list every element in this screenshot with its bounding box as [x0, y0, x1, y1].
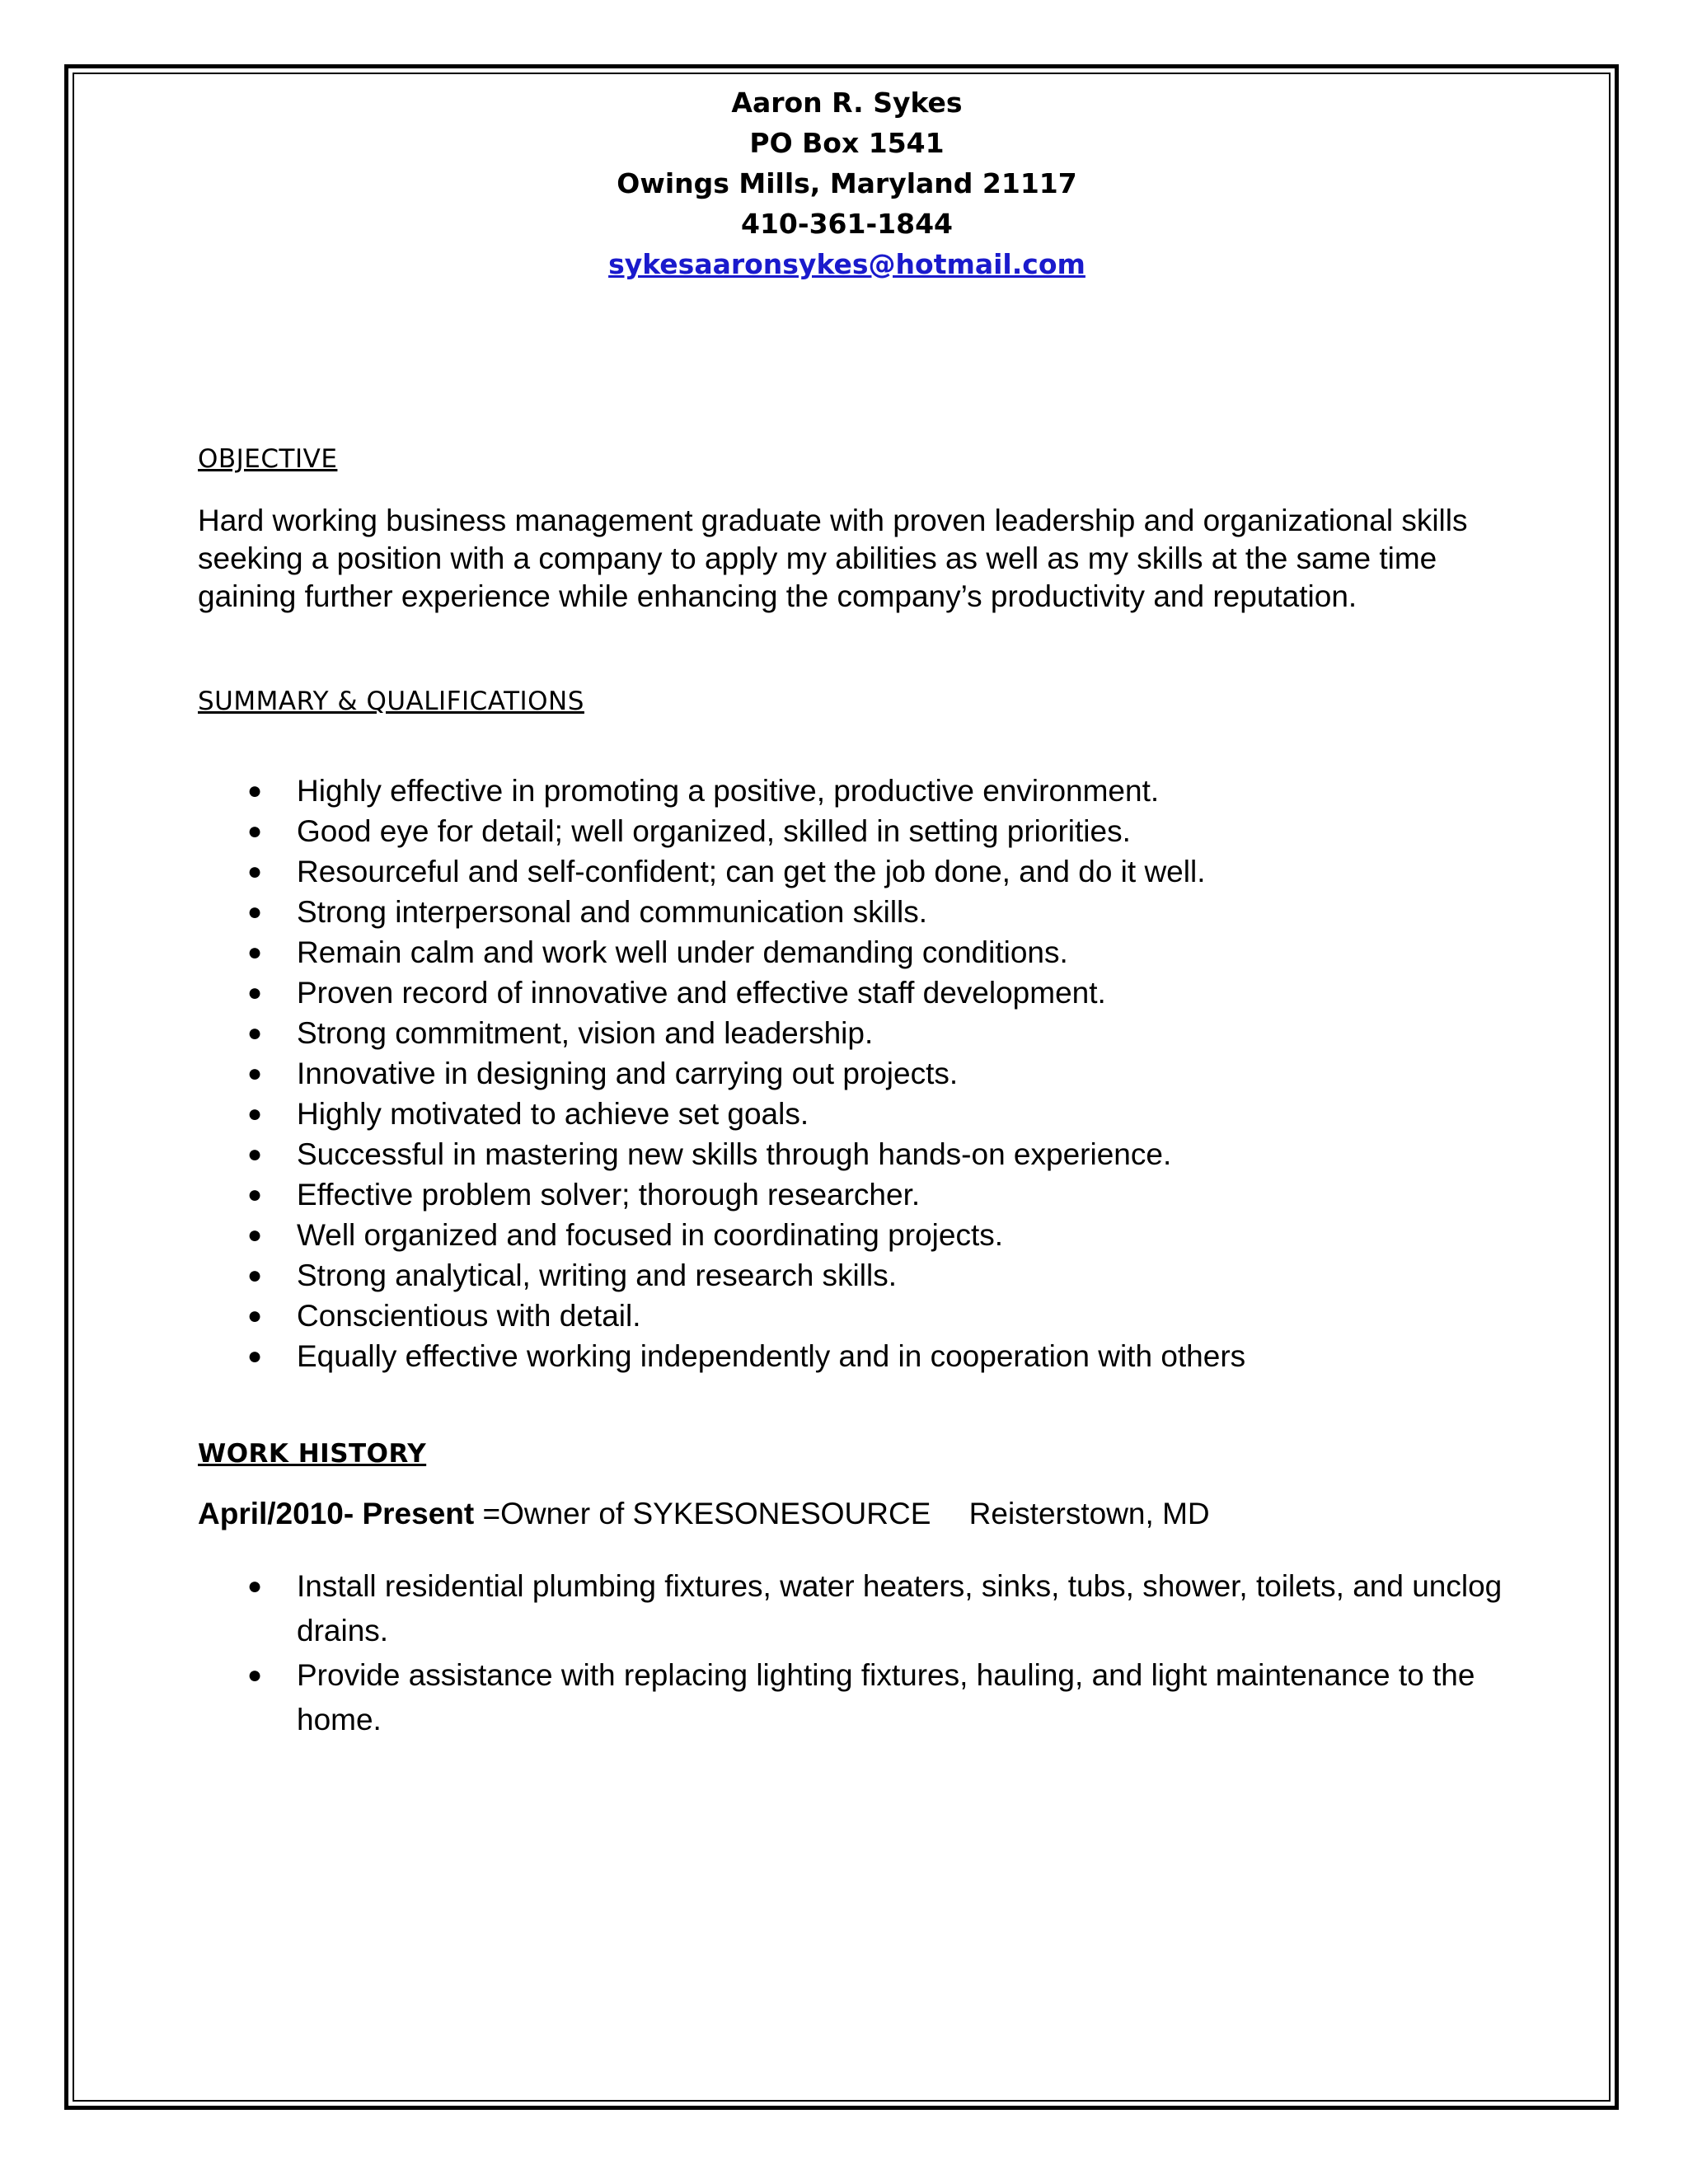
- bullet-icon: ●: [247, 1343, 263, 1370]
- list-item: ● Successful in mastering new skills through hands-on experience.: [198, 1134, 1517, 1174]
- list-item: ● Equally effective working independently and in cooperation with others: [198, 1336, 1517, 1376]
- bullet-icon: ●: [247, 1661, 263, 1689]
- list-item: ● Good eye for detail; well organized, skilled in setting priorities.: [198, 811, 1517, 851]
- list-item: ● Proven record of innovative and effective staff development.: [198, 972, 1517, 1013]
- job-heading: [198, 1497, 1517, 1531]
- bullet-icon: ●: [247, 939, 263, 966]
- qualifications-list: [198, 771, 1517, 1376]
- list-item: ● Innovative in designing and carrying out projects.: [198, 1053, 1517, 1094]
- list-item: ● Install residential plumbing fixtures, water heaters, sinks, tubs, shower, toilets, and unclog drains.: [198, 1564, 1517, 1653]
- bullet-icon: ●: [247, 1262, 263, 1289]
- list-item: ● Strong analytical, writing and research skills.: [198, 1255, 1517, 1296]
- job-location: Reisterstown, MD: [968, 1497, 1210, 1530]
- list-item: ● Remain calm and work well under demanding conditions.: [198, 932, 1517, 972]
- job-dates: April/2010- Present: [198, 1497, 475, 1530]
- bullet-icon: ●: [247, 979, 263, 1006]
- contact-header: [198, 82, 1496, 284]
- objective-text: Hard working business management graduate with proven leadership and organizational skills seeking a position with a company to apply my abilities as well as my skills at the same time gaining further experience while enhancing the company’s productivity and reputation.: [198, 504, 1468, 613]
- list-item: ● Resourceful and self-confident; can get the job done, and do it well.: [198, 851, 1517, 892]
- list-item: ● Well organized and focused in coordinating projects.: [198, 1215, 1517, 1255]
- bullet-icon: ●: [247, 1221, 263, 1249]
- job-role: =Owner of SYKESONESOURCE: [482, 1497, 931, 1530]
- summary-title: SUMMARY & QUALIFICATIONS: [198, 687, 584, 716]
- list-item: ● Highly motivated to achieve set goals.: [198, 1094, 1517, 1134]
- list-item: ● Highly effective in promoting a positive, productive environment.: [198, 771, 1517, 811]
- applicant-name: Aaron R. Sykes: [731, 87, 963, 119]
- bullet-icon: ●: [247, 818, 263, 845]
- bullet-icon: ●: [247, 1060, 263, 1087]
- address-line-1: PO Box 1541: [749, 127, 945, 159]
- work-history-title: WORK HISTORY: [198, 1439, 427, 1469]
- bullet-icon: ●: [247, 1141, 263, 1168]
- bullet-icon: ●: [247, 858, 263, 885]
- bullet-icon: ●: [247, 1100, 263, 1127]
- list-item: ● Effective problem solver; thorough researcher.: [198, 1174, 1517, 1215]
- objective-title: OBJECTIVE: [198, 444, 338, 474]
- bullet-icon: ●: [247, 1019, 263, 1047]
- resume-content: [198, 82, 1517, 1742]
- email-link[interactable]: sykesaaronsykes@hotmail.com: [608, 248, 1085, 280]
- bullet-icon: ●: [247, 1302, 263, 1329]
- bullet-icon: ●: [247, 898, 263, 926]
- job-duties-list: [198, 1564, 1517, 1742]
- list-item: ● Strong interpersonal and communication skills.: [198, 892, 1517, 932]
- bullet-icon: ●: [247, 1181, 263, 1208]
- phone-number: 410-361-1844: [740, 208, 953, 240]
- list-item: ● Conscientious with detail.: [198, 1296, 1517, 1336]
- bullet-icon: ●: [247, 1572, 263, 1600]
- address-line-2: Owings Mills, Maryland 21117: [617, 167, 1077, 199]
- bullet-icon: ●: [247, 777, 263, 804]
- list-item: ● Strong commitment, vision and leadership.: [198, 1013, 1517, 1053]
- list-item: ● Provide assistance with replacing lighting fixtures, hauling, and light maintenance to the home.: [198, 1653, 1517, 1742]
